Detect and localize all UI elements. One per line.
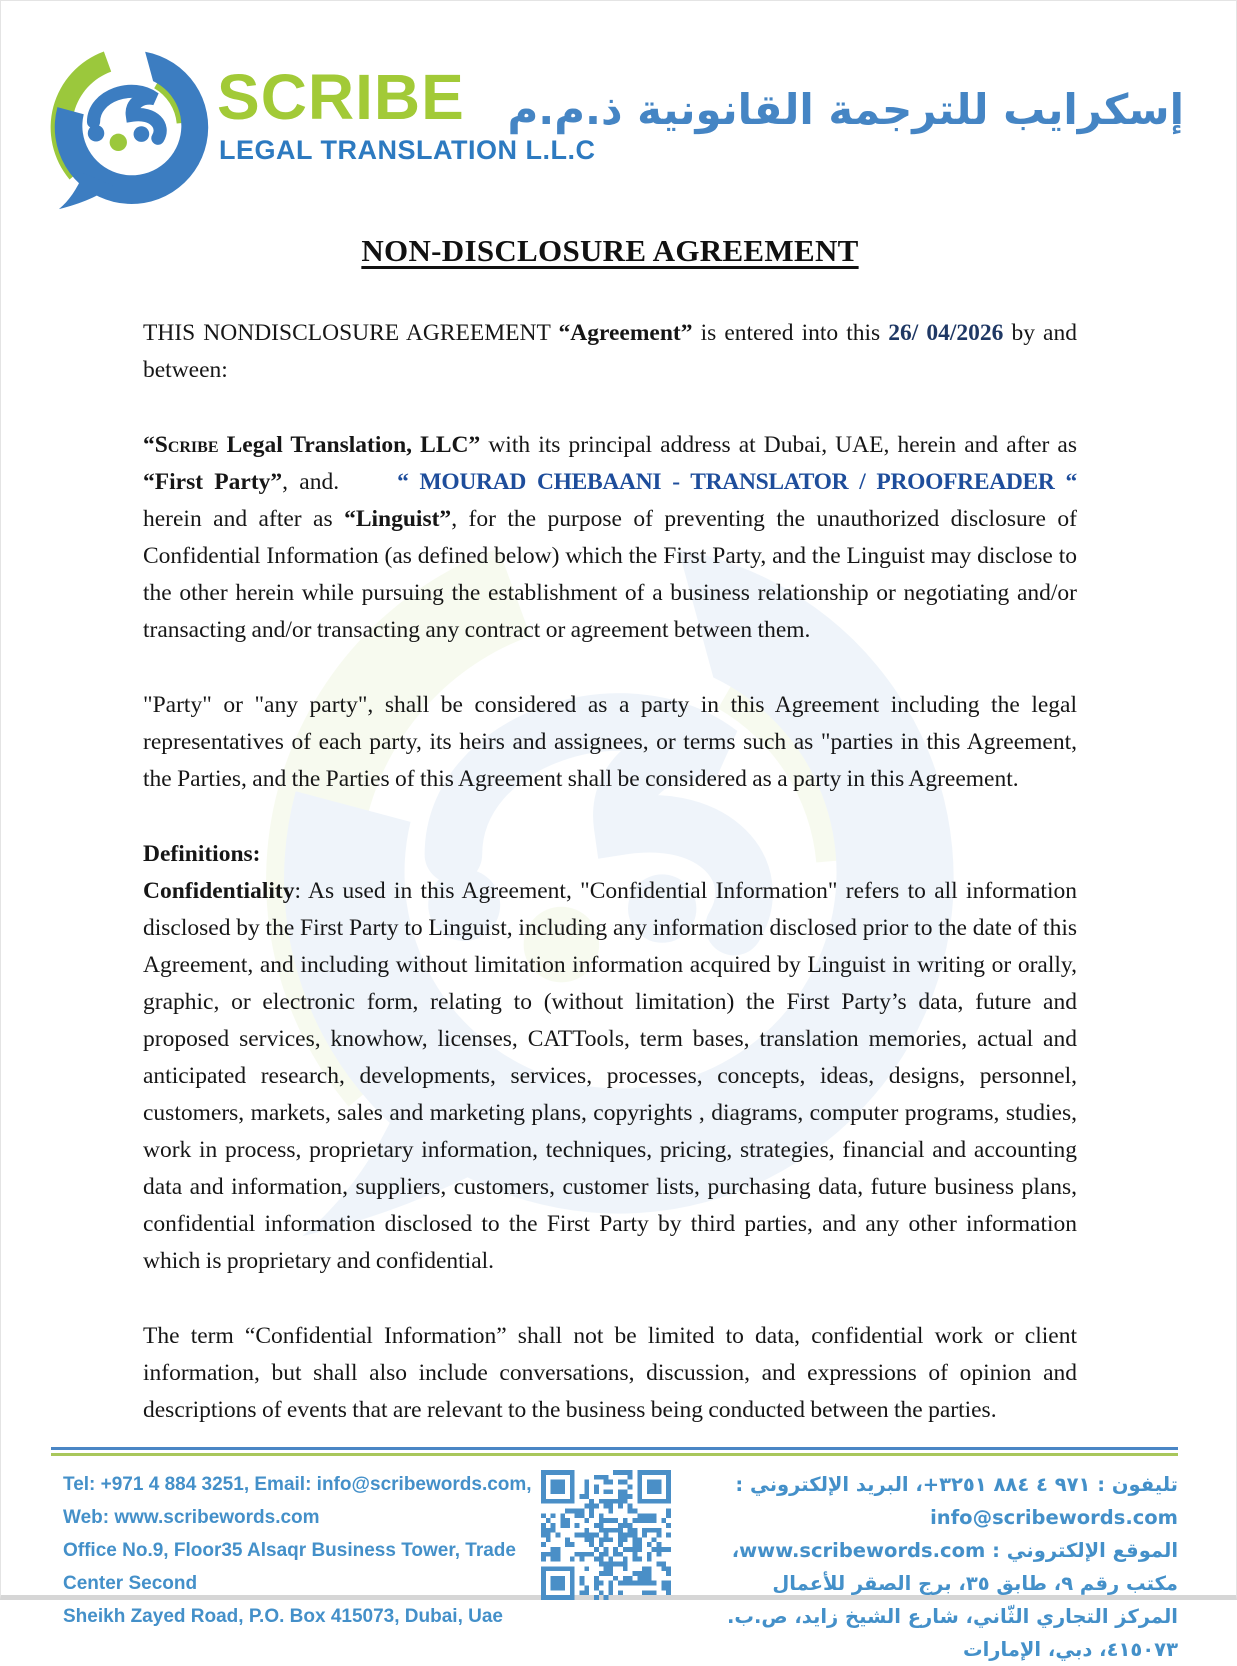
footer-divider-blue	[51, 1447, 1178, 1450]
agreement-term: “Agreement”	[558, 320, 693, 346]
text-segment: is entered into this	[692, 320, 889, 346]
confidentiality-paragraph	[143, 873, 1077, 1280]
company-name-arabic: إسكرايب للترجمة القانونية ذ.م.م	[507, 85, 1184, 134]
text-segment: , for the purpose of preventing the unauthorized disclosure of Confidential Information (as defined below) which the First Party, and the Linguist may disclose to the other herein while pursuing the establishment of a business relationship or negotiating and/or transacting and/or transacting any contract or agreement between them.	[143, 506, 1078, 643]
phone-number: +٩٧١ ٤ ٨٨٤ ٣٢٥١	[922, 1473, 1091, 1496]
qr-code	[541, 1470, 671, 1600]
text-segment: , and.	[282, 469, 340, 495]
footer-contact-arabic	[681, 1468, 1178, 1666]
text-segment: THIS NONDISCLOSURE AGREEMENT	[143, 320, 559, 346]
footer-address-line: Sheikh Zayed Road, P.O. Box 415073, Dubai, Uae	[63, 1606, 503, 1627]
page-footer	[51, 1447, 1178, 1666]
footer-address-line: Office No.9, Floor35 Alsaqr Business Tower, Trade Center Second	[63, 1540, 516, 1594]
text-segment: الموقع الإلكتروني :	[985, 1539, 1178, 1562]
document-title: NON-DISCLOSURE AGREEMENT	[361, 233, 859, 268]
footer-address-line-arabic: المركز التجاري الثّاني، شارع الشيخ زايد، ص.ب. ٤١٥٠٧٣، دبي، الإمارات	[726, 1605, 1178, 1661]
speech-bubble-logo-icon	[49, 41, 214, 209]
text-segment: herein and after as	[143, 506, 345, 532]
party-definition-paragraph: "Party" or "any party", shall be considered as a party in this Agreement including the legal representatives of each party, its heirs and assignees, or terms such as "parties in this Agreement, the Parties, and the Parties of this Agreement shall be considered as a party in this Agreement.	[143, 692, 1077, 792]
intro-paragraph	[143, 315, 1077, 389]
text-segment: with its principal address at Dubai, UAE, herein and after as	[480, 432, 1077, 458]
first-party-term: “First Party”	[143, 469, 283, 495]
website-address: www.scribewords.com	[739, 1539, 986, 1562]
agreement-date: 26/ 04/2026	[888, 320, 1004, 346]
footer-divider-green	[51, 1453, 1178, 1456]
footer-contact-line-arabic	[681, 1468, 1178, 1534]
company-name-smallcaps: “Scribe	[143, 432, 219, 458]
text-segment: ، البريد الإلكتروني :	[735, 1473, 923, 1496]
footer-contact-line: Tel: +971 4 884 3251, Email: info@scribewords.com, Web: www.scribewords.com	[63, 1474, 532, 1528]
definitions-heading: Definitions:	[143, 841, 261, 867]
footer-website-line-arabic	[681, 1534, 1178, 1600]
confidentiality-term: Confidentiality	[143, 878, 295, 904]
email-address: info@scribewords.com	[930, 1506, 1178, 1529]
parties-paragraph	[143, 427, 1077, 649]
footer-contact-english	[51, 1468, 537, 1633]
text-segment: ، مكتب رقم ٩، طابق ٣٥، برج الصقر للأعمال	[731, 1539, 1178, 1595]
linguist-name: “ MOURAD CHEBAANI - TRANSLATOR / PROOFREADER “	[397, 469, 1077, 495]
text-segment: : As used in this Agreement, "Confidential Information" refers to all information disclosed by the First Party to Linguist, including any information disclosed prior to the date of this Agreement, and including without limitation information acquired by Linguist in writing or orally, graphic, or electronic form, relating to (without limitation) the First Party’s data, future and proposed services, knowhow, licenses, CATTools, term bases, translation memories, actual and anticipated research, developments, services, processes, concepts, ideas, designs, personnel, customers, markets, sales and marketing plans, copyrights , diagrams, computer programs, studies, work in process, proprietary information, techniques, pricing, strategies, financial and accounting data and information, suppliers, customers, customer lists, purchasing data, future business plans, confidential information disclosed to the First Party by third parties, and any other information which is proprietary and confidential.	[143, 878, 1077, 1274]
linguist-term: “Linguist”	[344, 506, 452, 532]
confidential-information-scope-paragraph: The term “Confidential Information” shall not be limited to data, confidential work or client information, but shall also include conversations, discussion, and expressions of opinion and descriptions of events that are relevant to the business being conducted between the parties.	[143, 1323, 1077, 1423]
document-body	[143, 233, 1077, 1429]
text-segment: تليفون :	[1090, 1473, 1178, 1496]
logo-brand-text: SCRIBE	[217, 61, 465, 133]
logo-subtitle-text: LEGAL TRANSLATION L.L.C	[219, 135, 596, 165]
text-segment: by and between:	[143, 320, 1077, 383]
letterhead	[49, 35, 1184, 225]
company-name-rest: Legal Translation, LLC”	[218, 432, 481, 458]
